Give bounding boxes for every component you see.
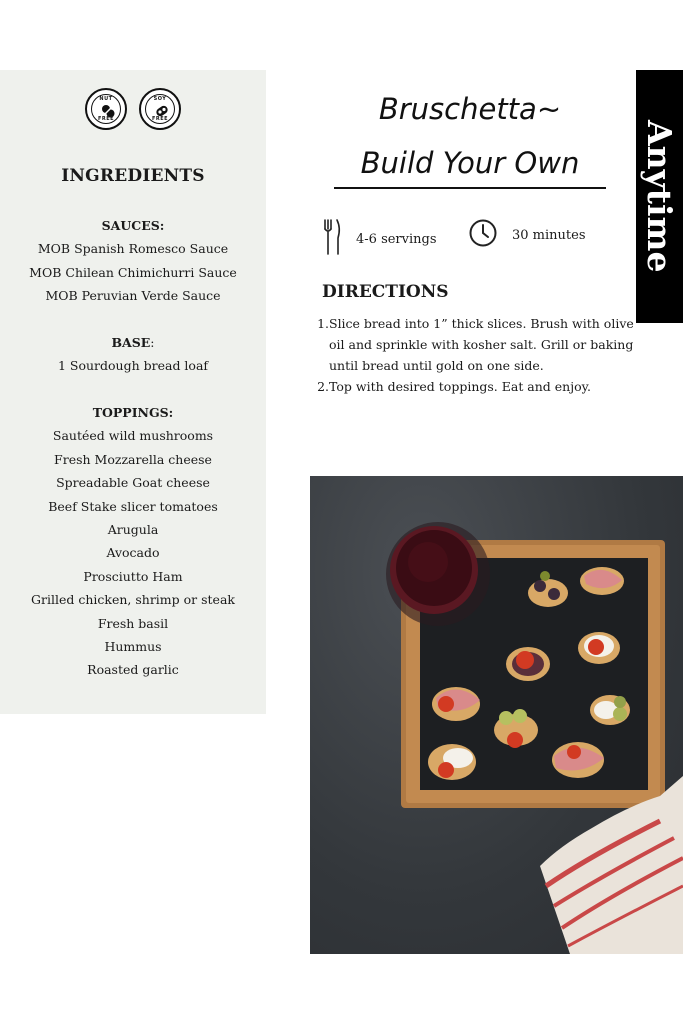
ingredients-heading: INGREDIENTS [61,166,205,186]
list-item: Beef Stake slicer tomatoes [48,498,218,514]
title-underline [334,187,606,189]
step-number: 2. [317,379,329,394]
step-number: 1. [317,316,329,331]
servings-info [322,218,437,260]
allergen-badges [0,88,266,130]
list-item: Fresh Mozzarella cheese [54,451,212,467]
step-text: Top with desired toppings. Eat and enjoy. [329,379,592,394]
list-item: Arugula [107,521,159,537]
base-heading: BASE: [111,335,155,350]
directions-list [316,313,636,397]
fork-knife-icon [322,218,342,260]
list-item: MOB Chilean Chimichurri Sauce [29,264,237,280]
ingredients-panel [0,70,266,714]
step-text: Slice bread into 1” thick slices. Brush with olive oil and sprinkle with kosher salt. Grill or baking until bread until gold on one side. [329,316,634,373]
direction-step [316,313,636,376]
nut-free-badge [85,88,127,130]
list-item: MOB Peruvian Verde Sauce [45,288,221,304]
directions-heading: DIRECTIONS [322,282,449,302]
list-item: Hummus [104,638,162,654]
list-item: Prosciutto Ham [83,568,183,584]
category-label: Anytime [640,120,679,273]
bruschetta-photo [310,476,683,954]
category-banner [636,70,683,323]
list-item: Fresh basil [97,615,169,631]
recipe-title-line1: Bruschetta~ [378,92,562,126]
direction-step [316,376,636,397]
list-item: MOB Spanish Romesco Sauce [37,241,229,257]
badge-top-text: SOY [153,96,167,102]
soy-free-badge [139,88,181,130]
list-item: Grilled chicken, shrimp or steak [31,592,235,608]
recipe-title-line2: Build Your Own [360,146,580,180]
time-text: 30 minutes [512,227,586,243]
list-item: Avocado [106,545,160,561]
badge-bottom-text: FREE [151,116,169,122]
sauces-list [0,214,266,308]
list-item: 1 Sourdough bread loaf [57,358,209,374]
base-list [0,331,266,378]
time-info [468,218,586,252]
toppings-heading: TOPPINGS: [92,405,174,420]
list-item: Roasted garlic [87,662,179,678]
list-item: Sautéed wild mushrooms [52,428,214,444]
sauces-heading: SAUCES: [101,218,165,233]
badge-bottom-text: FREE [97,116,115,122]
toppings-list [0,401,266,682]
list-item: Spreadable Goat cheese [56,475,210,491]
servings-text: 4-6 servings [356,231,437,247]
badge-top-text: NUT [99,96,113,102]
clock-icon [468,218,498,252]
